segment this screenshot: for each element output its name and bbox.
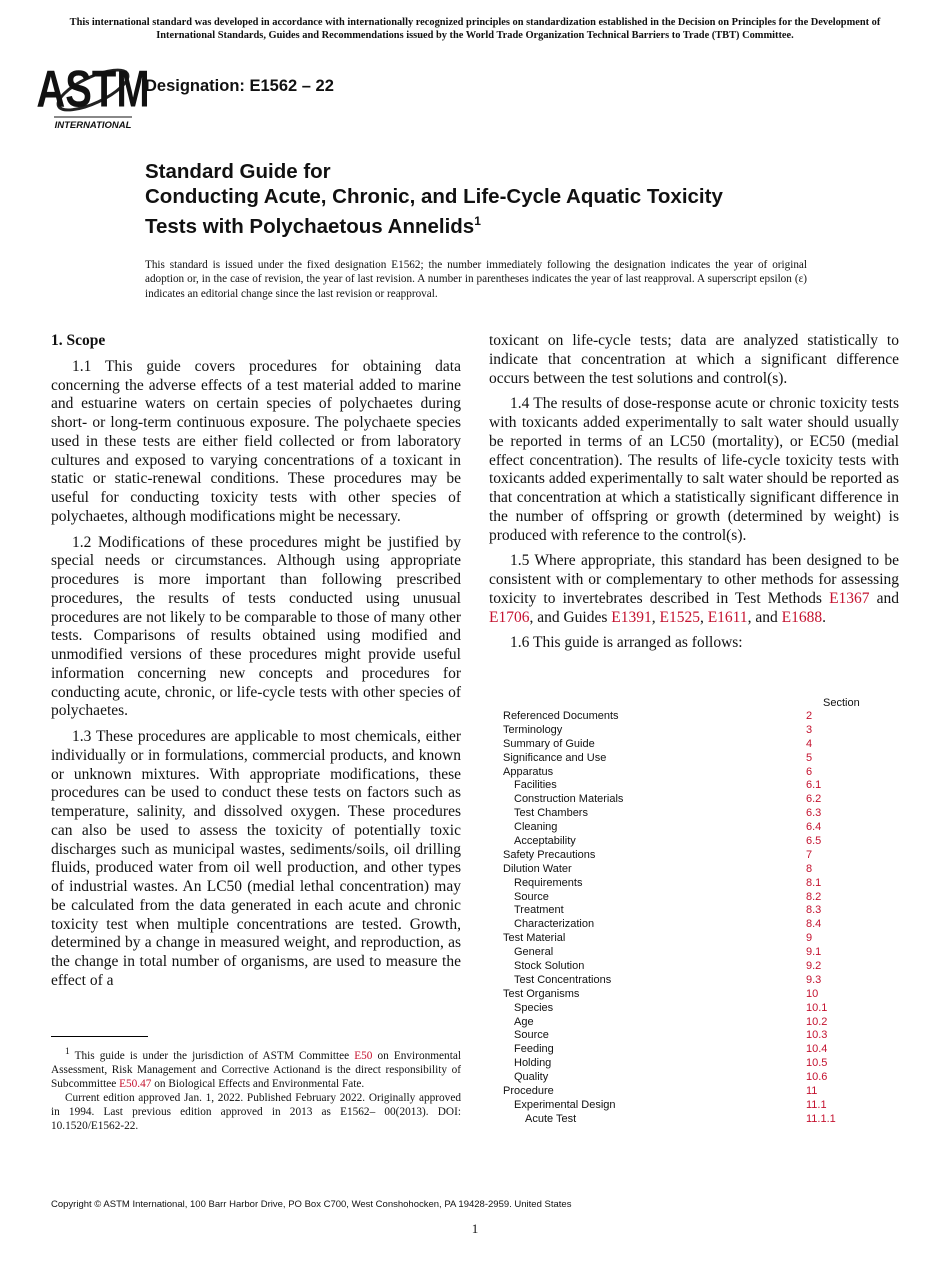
toc-entry[interactable] (503, 960, 863, 974)
link-e1706[interactable]: E1706 (489, 608, 530, 626)
toc-section-link[interactable]: 9.3 (806, 973, 822, 986)
toc-label: Construction Materials (514, 793, 624, 806)
designation: Designation: E1562 – 22 (145, 77, 334, 95)
toc-label: General (514, 946, 554, 959)
toc-label: Feeding (514, 1043, 554, 1056)
toc-entry[interactable] (503, 766, 863, 780)
paragraph-1-2: 1.2 Modifications of these procedures might be justified by special needs or circumstances. Although using appropriate procedures is more important than following prescribed procedures, the results of tests conducted using unusual procedures are not likely to be comparable to those of many other tests. Comparisons of results obtained using modified and unmodified versions of these procedures might provide useful information concerning new concepts and procedures for conducting acute, chronic, or life-cycle tests with other species of polychaetes. (51, 533, 461, 720)
edition-note: Current edition approved Jan. 1, 2022. Published February 2022. Originally approved in 1994. Last previous edition approved in 2013 as E1562– 00(2013). DOI: 10.1520/E1562-22. (51, 1091, 461, 1132)
toc-section-link[interactable]: 10.2 (806, 1015, 828, 1028)
footnote-divider (51, 1036, 148, 1037)
toc-label: Requirements (514, 876, 583, 889)
title-line: Standard Guide for (145, 160, 331, 183)
toc-entry[interactable] (503, 807, 863, 821)
toc-section-link[interactable]: 11.1 (806, 1098, 827, 1111)
toc-label: Characterization (514, 918, 595, 931)
toc-entry[interactable] (503, 1113, 863, 1127)
toc-entry[interactable] (503, 1029, 863, 1043)
toc-label: Test Organisms (503, 987, 580, 1000)
toc-entry[interactable] (503, 863, 863, 877)
toc-label: Test Material (503, 932, 566, 945)
toc-entry[interactable] (503, 1099, 863, 1113)
link-e1525[interactable]: E1525 (659, 608, 700, 626)
toc-label: Cleaning (514, 821, 558, 834)
toc-section-link[interactable]: 10.1 (806, 1001, 828, 1014)
title-line (145, 209, 723, 239)
toc-section-link[interactable]: 9 (806, 932, 813, 945)
toc-entry[interactable] (503, 1071, 863, 1085)
toc-header: Section (823, 697, 860, 709)
footnotes (51, 1045, 461, 1133)
toc-label: Stock Solution (514, 960, 585, 973)
toc-entry[interactable] (503, 1057, 863, 1071)
paragraph-1-5: 1.5 Where appropriate, this standard has been designed to be consistent with or complementary to other methods for assessing toxicity to invertebrates described in Test Methods E1367 and E1706, and Guides E1391, E1525, E1611, and E1688. (489, 552, 899, 626)
toc-label: Age (514, 1015, 534, 1028)
toc-entry[interactable] (503, 946, 863, 960)
toc-entry[interactable] (503, 877, 863, 891)
toc-entry[interactable] (503, 988, 863, 1002)
toc-section-link[interactable]: 4 (806, 737, 813, 750)
toc-entry[interactable] (503, 849, 863, 863)
left-column (51, 332, 461, 998)
paragraph-1-6: 1.6 This guide is arranged as follows: (510, 634, 743, 652)
toc-label: Test Chambers (514, 807, 588, 820)
toc-section-link[interactable]: 6.1 (806, 779, 822, 792)
toc-section-link[interactable]: 11 (806, 1085, 818, 1098)
document-title (145, 160, 723, 239)
standard-notice: This international standard was developed in accordance with internationally recognized principles on standardization established in the Decision on Principles for the Development of International Standards, Guides and Recommendations issued by the World Trade Organization Technical Barriers to Trade (TBT) Committee. (69, 17, 881, 41)
toc-section-link[interactable]: 10.4 (806, 1043, 828, 1056)
toc-label: Referenced Documents (503, 710, 619, 722)
toc-label: Treatment (514, 904, 564, 917)
toc-section-link[interactable]: 6.4 (806, 821, 822, 834)
toc-label: Apparatus (503, 765, 554, 778)
paragraph-1-1: 1.1 This guide covers procedures for obtaining data concerning the adverse effects of a test material added to marine and estuarine waters on certain species of polychaetes during short- or long-term continuous exposure. The polychaete species used in these tests are either field collected or from laboratory cultures and exposed to varying concentrations of a toxicant in static or static-renewal conditions. These procedures may be useful for conducting toxicity tests with other species of polychaetes, although modifications might be necessary. (51, 357, 461, 525)
paragraph-1-4: 1.4 The results of dose-response acute or chronic toxicity tests with toxicants added experimentally to salt water should usually be reported in terms of an LC50 (mortality), or EC50 (medial effect concentration). The results of life-cycle toxicity tests with toxicants added experimentally to salt water should be reported as that concentration at which a statistically significant difference in the number of offspring or growth (determined by weight) is produced with reference to the control(s). (489, 395, 899, 544)
toc-entry[interactable] (503, 793, 863, 807)
toc-label: Test Concentrations (514, 973, 612, 986)
toc-section-link[interactable]: 10 (806, 987, 819, 1000)
toc-entry[interactable] (503, 1002, 863, 1016)
toc-section-link[interactable]: 7 (806, 848, 813, 861)
svg-text:ASTM: ASTM (36, 59, 150, 118)
toc-entry[interactable] (503, 1085, 863, 1099)
page-number: 1 (471, 1221, 479, 1236)
toc-section-link[interactable]: 11.1.1 (806, 1112, 836, 1125)
issuance-note: This standard is issued under the fixed designation E1562; the number immediately following the designation indicates the year of original adoption or, in the case of revision, the year of last revision. A number in parentheses indicates the year of last reapproval. A superscript epsilon (ε) indicates an editorial change since the last revision or reapproval. (145, 259, 807, 300)
toc-entry[interactable] (503, 1016, 863, 1030)
toc-section-link[interactable]: 9.2 (806, 960, 822, 973)
footnote-mark[interactable]: 1 (474, 214, 481, 228)
title-line-text: Tests with Polychaetous Annelids (145, 214, 475, 238)
toc-label: Source (514, 890, 549, 903)
toc-label: Safety Precautions (503, 848, 596, 861)
toc-section-link[interactable]: 8 (806, 862, 813, 875)
toc-entry[interactable] (503, 904, 863, 918)
link-e1391[interactable]: E1391 (611, 608, 652, 626)
toc-label: Procedure (503, 1085, 554, 1098)
svg-text:INTERNATIONAL: INTERNATIONAL (54, 120, 132, 131)
toc-entry[interactable] (503, 710, 863, 724)
paragraph-1-3-continued: toxicant on life-cycle tests; data are analyzed statistically to indicate that concentration at which a significant difference occurs between the test solutions and control(s). (489, 332, 899, 387)
table-of-contents (503, 696, 863, 1127)
link-e1688[interactable]: E1688 (781, 608, 823, 626)
toc-entry[interactable] (503, 779, 863, 793)
toc-label: Species (514, 1001, 554, 1014)
toc-label: Quality (514, 1071, 549, 1084)
toc-section-link[interactable]: 6 (806, 765, 813, 778)
paragraph-1-3: 1.3 These procedures are applicable to most chemicals, either individually or in formulations, commercial products, and known or unknown mixtures. With appropriate modifications, these procedures can be used to conduct these tests on factors such as temperature, salinity, and dissolved oxygen. These procedures can also be used to assess the toxicity of potentially toxic discharges such as municipal wastes, sediments/soils, oil drilling fluids, produced water from oil well production, and other types of industrial wastes. An LC50 (medial lethal concentration) may be calculated from the data generated in each acute and chronic toxicity test when multiple concentrations are tested. Growth, determined by a change in measured weight, and reproduction, as the change in total number of organisms, are used to measure the effect of a (51, 728, 461, 989)
toc-section-link[interactable]: 10.6 (806, 1071, 828, 1084)
toc-label: Facilities (514, 779, 557, 792)
toc-section-link[interactable]: 3 (806, 723, 813, 736)
toc-entry[interactable] (503, 891, 863, 905)
astm-logo (36, 56, 150, 132)
right-column (489, 332, 899, 660)
link-e50[interactable]: E50 (354, 1049, 373, 1062)
toc-label: Holding (514, 1057, 552, 1070)
toc-section-link[interactable]: 6.5 (806, 835, 822, 848)
link-e1367[interactable]: E1367 (829, 589, 870, 607)
toc-entry[interactable] (503, 974, 863, 988)
toc-section-link[interactable]: 8.3 (806, 904, 822, 917)
toc-label: Acute Test (525, 1112, 577, 1125)
toc-section-link[interactable]: 9.1 (806, 946, 822, 959)
toc-section-link[interactable]: 8.1 (806, 876, 822, 889)
toc-label: Acceptability (514, 835, 576, 848)
toc-section-link[interactable]: 10.3 (806, 1029, 828, 1042)
toc-entry[interactable] (503, 752, 863, 766)
toc-section-link[interactable]: 6.2 (806, 793, 822, 806)
toc-entry[interactable] (503, 918, 863, 932)
link-e1611[interactable]: E1611 (707, 608, 748, 626)
title-line: Conducting Acute, Chronic, and Life-Cycle Aquatic Toxicity (145, 184, 723, 208)
toc-section-link[interactable]: 8.4 (806, 918, 822, 931)
toc-label: Source (514, 1029, 549, 1042)
toc-label: Significance and Use (503, 751, 607, 764)
link-e50-47[interactable]: E50.47 (119, 1077, 152, 1090)
section-heading: 1. Scope (51, 332, 106, 349)
toc-label: Terminology (503, 723, 563, 736)
toc-label: Summary of Guide (503, 737, 595, 750)
toc-section-link[interactable]: 6.3 (806, 807, 822, 820)
toc-entry[interactable] (503, 835, 863, 849)
toc-entry[interactable] (503, 821, 863, 835)
copyright: Copyright © ASTM International, 100 Barr Harbor Drive, PO Box C700, West Conshohocken, PA 19428-2959. United States (51, 1199, 572, 1210)
toc-entry[interactable] (503, 738, 863, 752)
toc-label: Experimental Design (514, 1098, 616, 1111)
toc-section-link[interactable]: 8.2 (806, 890, 822, 903)
toc-entry[interactable] (503, 932, 863, 946)
toc-section-link[interactable]: 5 (806, 751, 813, 764)
toc-entry[interactable] (503, 724, 863, 738)
toc-label: Dilution Water (503, 862, 572, 875)
toc-entry[interactable] (503, 1043, 863, 1057)
toc-section-link[interactable]: 10.5 (806, 1057, 828, 1070)
footnote-1: $^1$ This guide is under the jurisdiction of ASTM Committee E50 on Environmental Assessment, Risk Management and Corrective Actionand is the direct responsibility of Subcommittee E50.47 on Biological Effects and Environmental Fate. (51, 1047, 461, 1090)
toc-section-link[interactable]: 2 (806, 710, 813, 722)
